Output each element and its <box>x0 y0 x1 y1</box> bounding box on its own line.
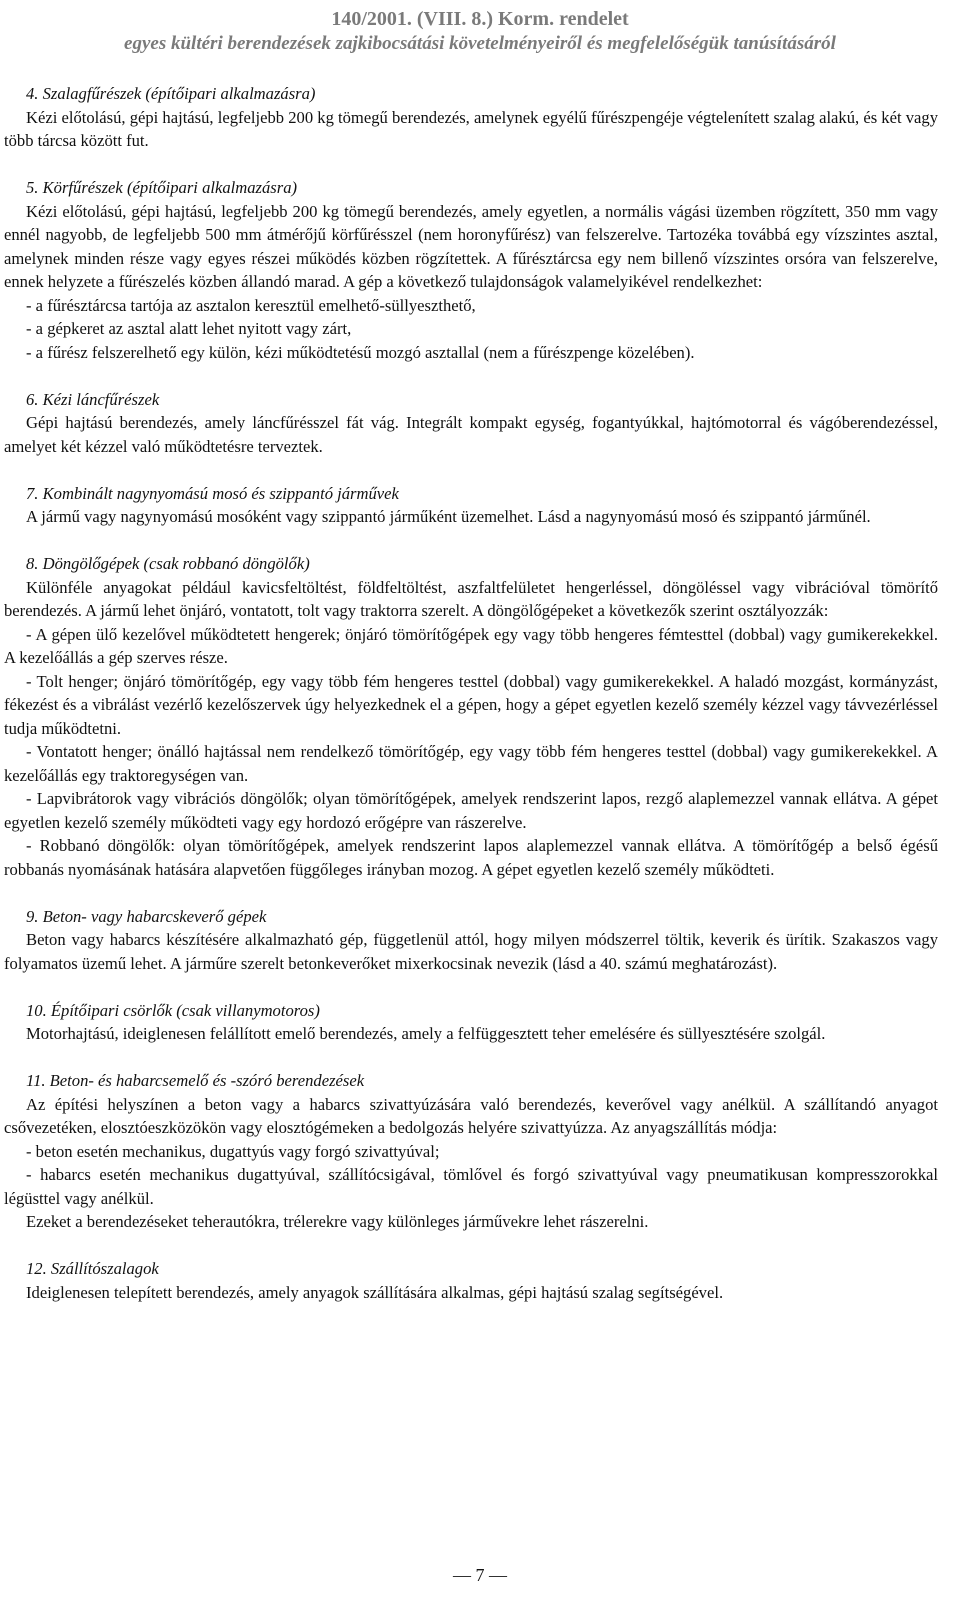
section-title: 5. Körfűrészek (építőipari alkalmazásra) <box>26 178 298 197</box>
paragraph: Kézi előtolású, gépi hajtású, legfeljebb 200 kg tömegű berendezés, amelynek egyélű fűrészpengéje végtelenített szalag alakú, és két vagy több tárcsa között fut. <box>4 107 938 150</box>
section <box>4 552 938 881</box>
section-title: 12. Szállítószalagok <box>26 1259 159 1278</box>
section <box>4 176 938 364</box>
section-title: 6. Kézi láncfűrészek <box>26 389 160 409</box>
section-title: 9. Beton- vagy habarcskeverő gépek <box>26 906 267 926</box>
section <box>4 999 938 1046</box>
section-title: 4. Szalagfűrészek (építőipari alkalmazásra) <box>26 84 316 103</box>
section <box>4 482 938 529</box>
paragraph: Az építési helyszínen a beton vagy a habarcs szivattyúzására való berendezés, keverővel vagy anélkül. A szállítandó anyagot csővezetéken, elosztóeszközökön vagy elosztógémeken a bedolgozás helyére szivattyúzza. Az anyagszállítás módja: <box>4 1094 938 1137</box>
list-item: - a fűrész felszerelhető egy külön, kézi működtetésű mozgó asztallal (nem a fűrészpenge közelében). <box>26 342 695 362</box>
section <box>4 905 938 976</box>
section <box>4 388 938 459</box>
section <box>4 82 938 153</box>
list-item: - Robbanó döngölők: olyan tömörítőgépek, amelyek rendszerint lapos alaplemezzel vannak ellátva. A tömörítőgép a belső égésű robbanás nyomásának hatására alapvetően függőleges irányban mozog. A gépet egyetlen kezelő személy működteti. <box>4 836 938 879</box>
section-title: 10. Építőipari csörlők (csak villanymotoros) <box>26 1000 320 1020</box>
section <box>4 1257 938 1304</box>
paragraph: Kézi előtolású, gépi hajtású, legfeljebb 200 kg tömegű berendezés, amely egyetlen, a normális vágási üzemben rögzített, 350 mm vagy ennél nagyobb, de legfeljebb 500 mm átmérőjű körfűrésszel (nem horonyfűrész) van felszerelve. Tartozéka továbbá egy vízszintes asztal, amelynek minden része vagy egyes részei működés közben rögzítettek. A fűrésztárcsa egy nem billenő vízszintes orsóra van felszerelve, ennek helyzete a fűrészelés közben állandó marad. A gép a következő tulajdonságok valamelyikével rendelkezhet: <box>4 201 938 291</box>
section-title: 8. Döngölőgépek (csak robbanó döngölők) <box>26 554 310 573</box>
paragraph: Gépi hajtású berendezés, amely láncfűrésszel fát vág. Integrált kompakt egység, fogantyúkkal, hajtómotorral és vágóberendezéssel, amelyet két kézzel való működtetésre terveztek. <box>4 413 938 456</box>
list-item: - a gépkeret az asztal alatt lehet nyitott vagy zárt, <box>26 319 352 338</box>
paragraph: Beton vagy habarcs készítésére alkalmazható gép, függetlenül attól, hogy milyen módszerrel töltik, keverik és ürítik. Szakaszos vagy folyamatos üzemű lehet. A járműre szerelt betonkeverőket mixerkocsinak nevezik (lásd a 40. számú meghatározást). <box>4 930 938 973</box>
section <box>4 1069 938 1234</box>
document-body <box>4 82 938 1328</box>
list-item: - Vontatott henger; önálló hajtással nem rendelkező tömörítőgép, egy vagy több fém hengeres testtel (dobbal) vagy gumikerekekkel. A kezelőállás egy traktoregységen van. <box>4 742 938 785</box>
paragraph: Ideiglenesen telepített berendezés, amely anyagok szállítására alkalmas, gépi hajtású szalag segítségével. <box>26 1282 724 1302</box>
paragraph: Motorhajtású, ideiglenesen felállított emelő berendezés, amely a felfüggesztett teher emelésére és süllyesztésére szolgál. <box>26 1024 826 1043</box>
header-decree-title: 140/2001. (VIII. 8.) Korm. rendelet <box>331 8 629 30</box>
page-header <box>0 6 960 56</box>
paragraph: Különféle anyagokat például kavicsfeltöltést, földfeltöltést, aszfaltfelületet hengerléssel, döngöléssel vagy vibrációval tömörítő berendezés. A jármű lehet önjáró, vontatott, tolt vagy traktorra szerelt. A döngölőgépeket a következők szerint osztályozzák: <box>4 577 938 620</box>
list-item: - Lapvibrátorok vagy vibrációs döngölők; olyan tömörítőgépek, amelyek rendszerint lapos, rezgő alaplemezzel vannak ellátva. A gépet egyetlen kezelő személy működteti vagy egy hordozó erőgépre van rászerelve. <box>4 789 938 832</box>
section-title: 11. Beton- és habarcsemelő és -szóró berendezések <box>26 1071 365 1090</box>
list-item: - habarcs esetén mechanikus dugattyúval, szállítócsigával, tömlővel és forgó szivattyúval vagy pneumatikusan kompresszorokkal légüsttel vagy anélkül. <box>4 1165 938 1208</box>
paragraph: A jármű vagy nagynyomású mosóként vagy szippantó járműként üzemelhet. Lásd a nagynyomású mosó és szippantó járműnél. <box>26 507 871 526</box>
list-item: - beton esetén mechanikus, dugattyús vagy forgó szivattyúval; <box>26 1141 440 1161</box>
list-item: - A gépen ülő kezelővel működtetett hengerek; önjáró tömörítőgépek egy vagy több hengeres fémtesttel (dobbal) vagy gumikerekekkel. A kezelőállás a gép szerves része. <box>4 624 938 667</box>
section-title: 7. Kombinált nagynyomású mosó és szippantó járművek <box>26 483 399 503</box>
list-item: - a fűrésztárcsa tartója az asztalon keresztül emelhető-süllyeszthető, <box>26 295 476 315</box>
list-item: - Tolt henger; önjáró tömörítőgép, egy vagy több fém hengeres testtel (dobbal) vagy gumikerekekkel. A haladó mozgást, kormányzást, fékezést és a vibrálást vezérlő kezelőszervek úgy helyezkednek el a gépen, hogy a gépet egyetlen kezelő személy kézzel vagy távvezérléssel tudja működtetni. <box>4 671 938 738</box>
page-number: — 7 — <box>453 1565 507 1585</box>
header-decree-subtitle: egyes kültéri berendezések zajkibocsátási követelményeiről és megfelelőségük tanúsításáról <box>124 33 836 54</box>
paragraph: Ezeket a berendezéseket teherautókra, trélerekre vagy különleges járművekre lehet rászerelni. <box>26 1212 649 1231</box>
